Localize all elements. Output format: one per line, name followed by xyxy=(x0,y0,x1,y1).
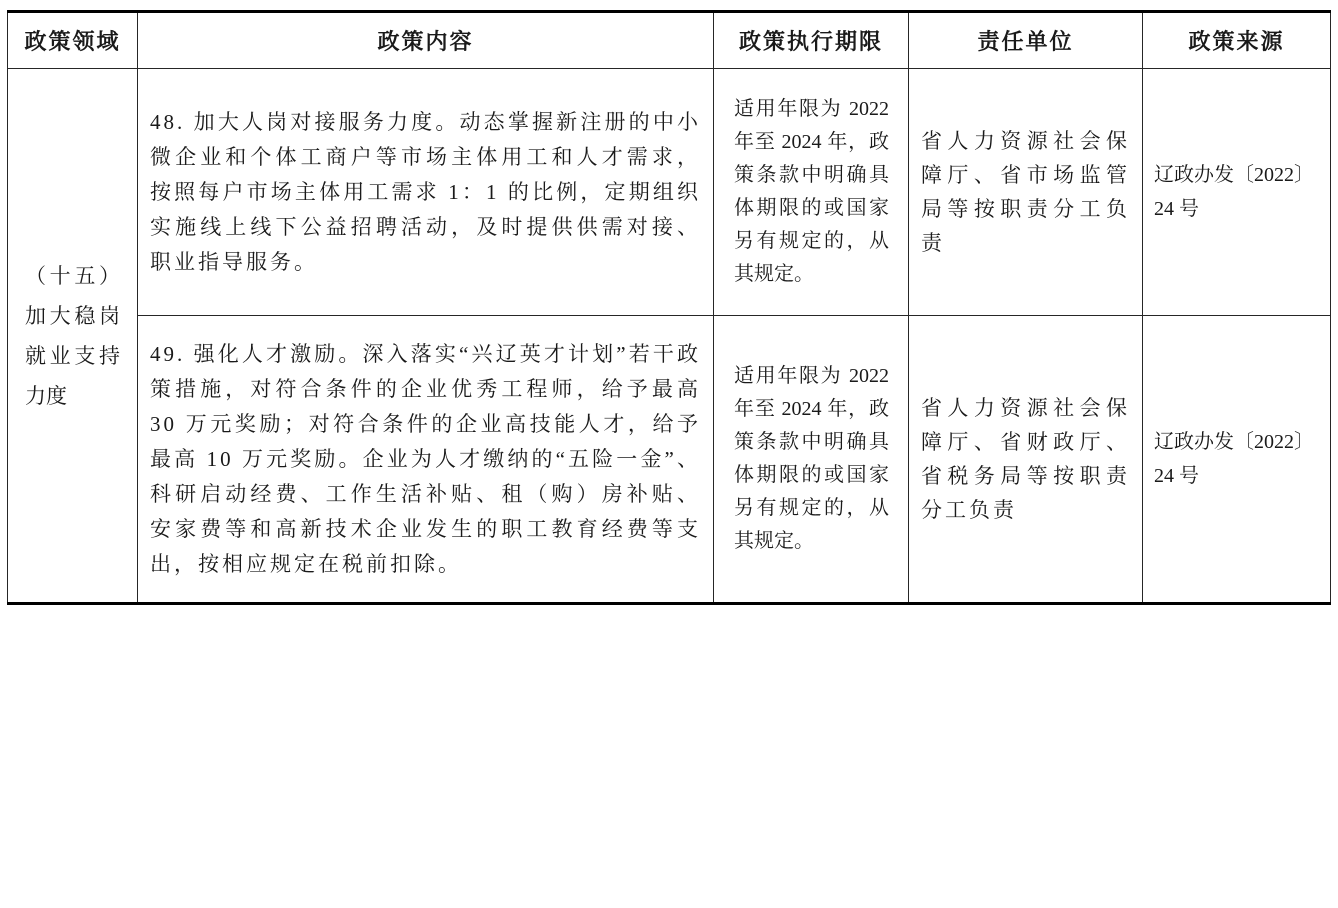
table-row-48 xyxy=(8,69,1331,316)
header-policy-area: 政策领域 xyxy=(8,12,138,69)
header-policy-content: 政策内容 xyxy=(138,12,714,69)
responsible-unit-cell-49: 省人力资源社会保障厅、省财政厅、省税务局等按职责分工负责 xyxy=(909,316,1143,604)
policy-source-cell-49: 辽政办发〔2022〕24 号 xyxy=(1143,316,1331,604)
header-execution-period: 政策执行期限 xyxy=(714,12,909,69)
policy-area-cell: （十五）加大稳岗就业支持力度 xyxy=(8,69,138,604)
execution-period-cell-48: 适用年限为 2022 年至 2024 年，政策条款中明确具体期限的或国家另有规定的，从其规定。 xyxy=(714,69,909,316)
responsible-unit-cell-48: 省人力资源社会保障厅、省市场监管局等按职责分工负责 xyxy=(909,69,1143,316)
header-responsible-unit: 责任单位 xyxy=(909,12,1143,69)
policy-content-cell-48: 48. 加大人岗对接服务力度。动态掌握新注册的中小微企业和个体工商户等市场主体用工和人才需求，按照每户市场主体用工需求 1：1 的比例，定期组织实施线上线下公益招聘活动，及时提供供需对接、职业指导服务。 xyxy=(138,69,714,316)
policy-content-cell-49: 49. 强化人才激励。深入落实“兴辽英才计划”若干政策措施，对符合条件的企业优秀工程师，给予最高 30 万元奖励；对符合条件的企业高技能人才，给予最高 10 万元奖励。企业为人才缴纳的“五险一金”、科研启动经费、工作生活补贴、租（购）房补贴、安家费等和高新技术企业发生的职工教育经费等支出，按相应规定在税前扣除。 xyxy=(138,316,714,604)
execution-period-cell-49: 适用年限为 2022 年至 2024 年，政策条款中明确具体期限的或国家另有规定的，从其规定。 xyxy=(714,316,909,604)
table-row-49 xyxy=(8,316,1331,604)
header-policy-source: 政策来源 xyxy=(1143,12,1331,69)
policy-source-cell-48: 辽政办发〔2022〕24 号 xyxy=(1143,69,1331,316)
header-row xyxy=(8,12,1331,69)
policy-table xyxy=(7,10,1331,605)
